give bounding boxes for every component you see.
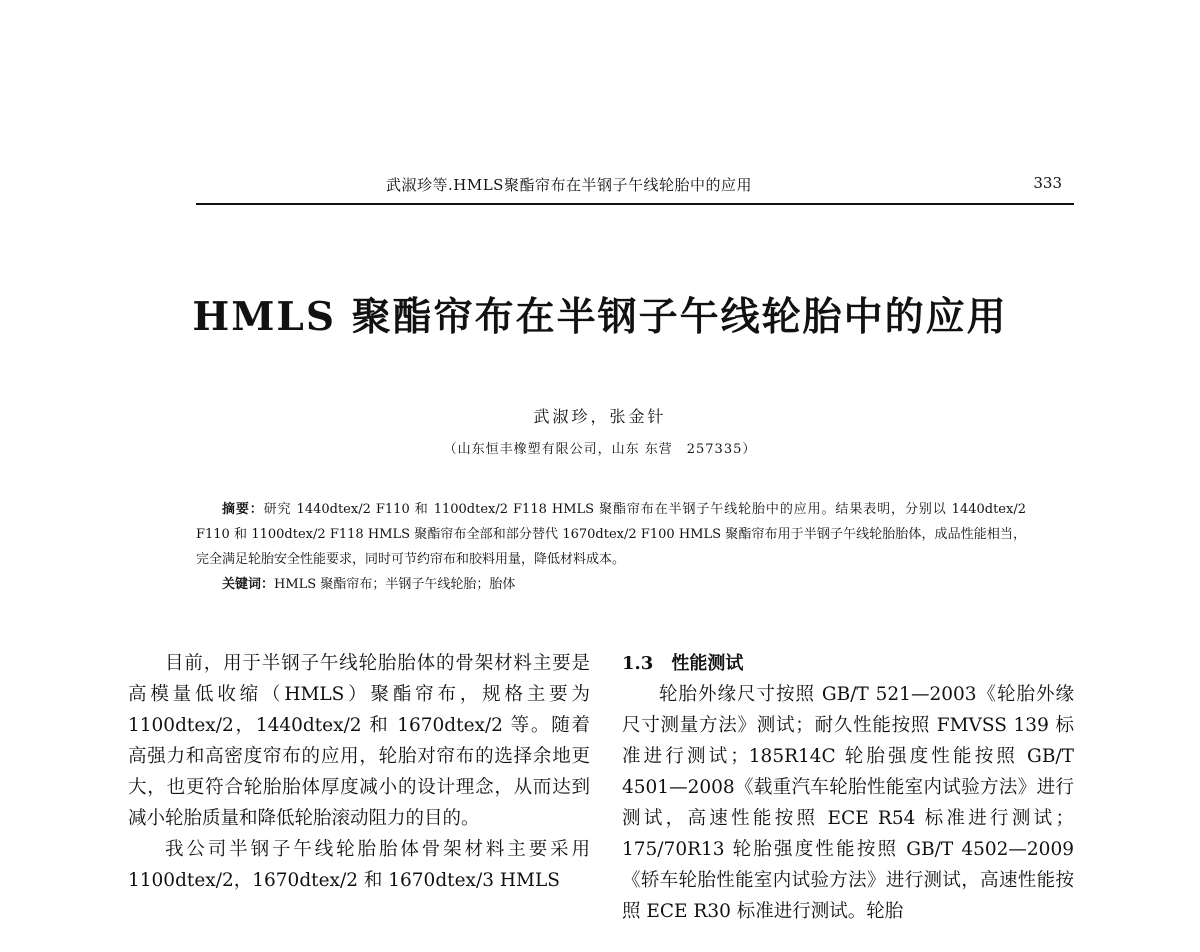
body-paragraph: 轮胎外缘尺寸按照 GB/T 521—2003《轮胎外缘尺寸测量方法》测试；耐久性能按照 FMVSS 139 标准进行测试；185R14C 轮胎强度性能按照 GB/T 4501—2008《载重汽车轮胎性能室内试验方法》进行测试，高速性能按照 ECE R54 标准进行测试；175/70R13 轮胎强度性能按照 GB/T 4502—2009《轿车轮胎性能室内试验方法》进行测试，高速性能按照 ECE R30 标准进行测试。轮胎	[622, 684, 1074, 922]
body-column-right	[622, 648, 1074, 927]
page-number: 333	[1033, 174, 1062, 192]
abstract-label: 摘要：	[222, 502, 264, 517]
keywords-text: HMLS 聚酯帘布；半钢子午线轮胎；胎体	[274, 577, 516, 592]
authors: 武淑珍，张金针	[533, 407, 667, 426]
paper-title: HMLS 聚酯帘布在半钢子午线轮胎中的应用	[192, 294, 1008, 340]
keywords-label: 关键词：	[222, 577, 275, 592]
keywords	[196, 572, 1026, 597]
section-number: 1.3	[622, 653, 654, 674]
affiliation: （山东恒丰橡塑有限公司，山东 东营 257335）	[443, 442, 757, 457]
section-title: 性能测试	[671, 653, 744, 674]
body-paragraph: 我公司半钢子午线轮胎胎体骨架材料主要采用 1100dtex/2，1670dtex/2 和 1670dtex/3 HMLS	[128, 839, 590, 891]
abstract-block	[196, 497, 1026, 597]
header-rule	[196, 203, 1074, 205]
body-paragraph: 目前，用于半钢子午线轮胎胎体的骨架材料主要是高模量低收缩（HMLS）聚酯帘布，规格主要为 1100dtex/2，1440dtex/2 和 1670dtex/2 等。随着高强力和高密度帘布的应用，轮胎对帘布的选择余地更大，也更符合轮胎胎体厚度减小的设计理念，从而达到减小轮胎质量和降低轮胎滚动阻力的目的。	[128, 653, 590, 829]
abstract-text: 研究 1440dtex/2 F110 和 1100dtex/2 F118 HMLS 聚酯帘布在半钢子午线轮胎中的应用。结果表明，分别以 1440dtex/2 F110 和 1100dtex/2 F118 HMLS 聚酯帘布全部和部分替代 1670dtex/2 F100 HMLS 聚酯帘布用于半钢子午线轮胎胎体，成品性能相当，完全满足轮胎安全性能要求，同时可节约帘布和胶料用量，降低材料成本。	[196, 502, 1026, 567]
abstract	[196, 497, 1026, 572]
body-column-left	[128, 648, 590, 896]
running-title: 武淑珍等.HMLS聚酯帘布在半钢子午线轮胎中的应用	[386, 176, 752, 194]
section-heading	[622, 648, 1074, 679]
running-header	[196, 174, 1072, 200]
